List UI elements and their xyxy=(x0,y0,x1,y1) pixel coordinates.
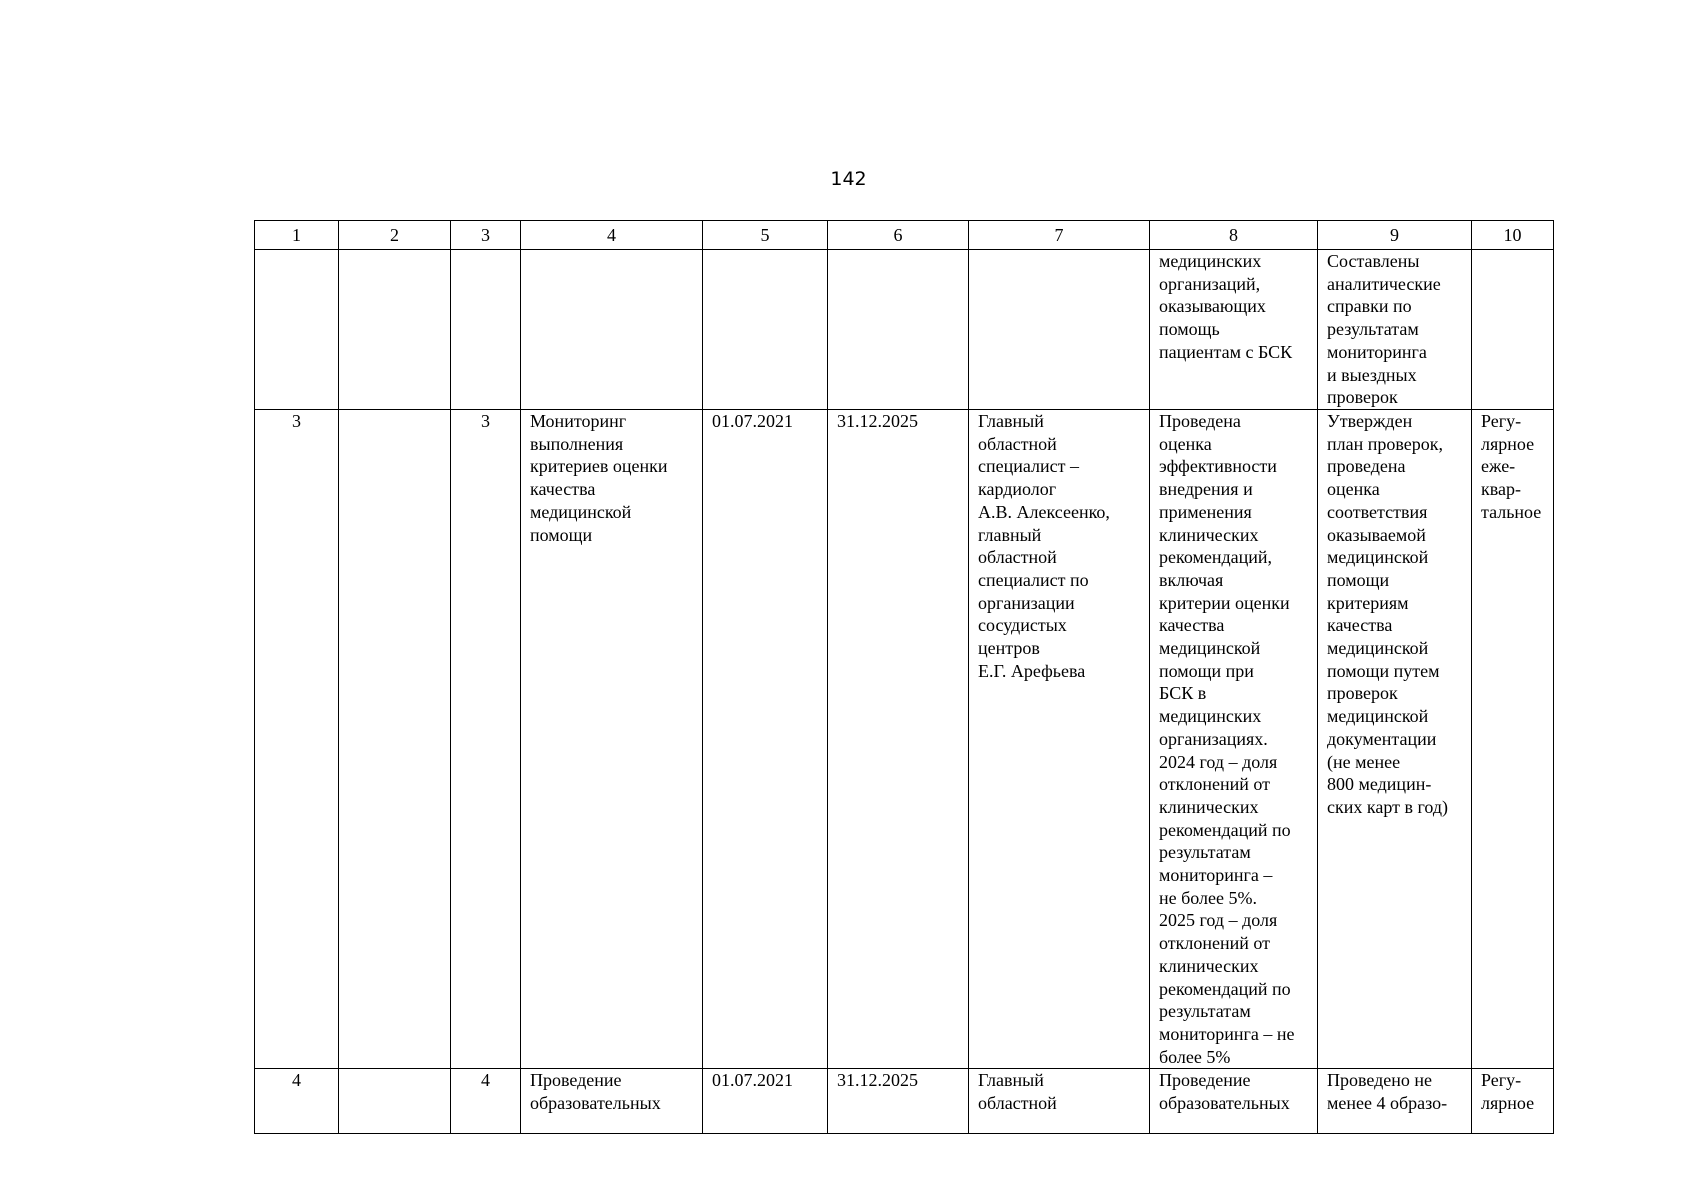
cell-activity xyxy=(521,250,703,410)
header-cell: 10 xyxy=(1472,221,1554,250)
page-number: 142 xyxy=(830,168,867,190)
cell-col2 xyxy=(339,410,451,1069)
cell-number: 4 xyxy=(255,1069,339,1134)
cell-col2 xyxy=(339,250,451,410)
cell-result: медицинских организаций, оказывающих помощь пациентам с БСК xyxy=(1150,250,1318,410)
header-cell: 6 xyxy=(828,221,969,250)
cell-responsible xyxy=(969,250,1150,410)
header-cell: 9 xyxy=(1318,221,1472,250)
cell-periodicity: Регу- лярное еже- квар- тальное xyxy=(1472,410,1554,1069)
cell-result: Проведена оценка эффективности внедрения и применения клинических рекомендаций, включая критерии оценки качества медицинской помощи при БСК в медицинских организациях. 2024 год – доля отклонений от клинических рекомендаций по результатам мониторинга – не более 5%. 2025 год – доля отклонений от клинических рекомендаций по результатам мониторинга – не более 5% xyxy=(1150,410,1318,1069)
header-cell: 7 xyxy=(969,221,1150,250)
cell-periodicity xyxy=(1472,250,1554,410)
cell-col2 xyxy=(339,1069,451,1134)
plan-table xyxy=(254,220,1554,1134)
table-row xyxy=(255,1069,1554,1134)
cell-start-date xyxy=(703,250,828,410)
cell-start-date: 01.07.2021 xyxy=(703,1069,828,1134)
cell-number: 3 xyxy=(255,410,339,1069)
cell-result-check: Составлены аналитические справки по результатам мониторинга и выездных проверок xyxy=(1318,250,1472,410)
header-cell: 4 xyxy=(521,221,703,250)
header-cell: 2 xyxy=(339,221,451,250)
cell-periodicity: Регу- лярное xyxy=(1472,1069,1554,1134)
cell-col3: 4 xyxy=(451,1069,521,1134)
header-cell: 1 xyxy=(255,221,339,250)
cell-col3 xyxy=(451,250,521,410)
cell-start-date: 01.07.2021 xyxy=(703,410,828,1069)
header-cell: 8 xyxy=(1150,221,1318,250)
header-cell: 3 xyxy=(451,221,521,250)
cell-result-check: Утвержден план проверок, проведена оценка соответствия оказываемой медицинской помощи критериям качества медицинской помощи путем проверок медицинской документации (не менее 800 медицин- ских карт в год) xyxy=(1318,410,1472,1069)
cell-number xyxy=(255,250,339,410)
cell-responsible: Главный областной xyxy=(969,1069,1150,1134)
header-cell: 5 xyxy=(703,221,828,250)
cell-responsible: Главный областной специалист – кардиолог А.В. Алексеенко, главный областной специалист по организации сосудистых центров Е.Г. Арефьева xyxy=(969,410,1150,1069)
cell-end-date: 31.12.2025 xyxy=(828,1069,969,1134)
cell-end-date xyxy=(828,250,969,410)
table-row xyxy=(255,250,1554,410)
cell-activity: Проведение образовательных xyxy=(521,1069,703,1134)
cell-result: Проведение образовательных xyxy=(1150,1069,1318,1134)
cell-result-check: Проведено не менее 4 образо- xyxy=(1318,1069,1472,1134)
cell-col3: 3 xyxy=(451,410,521,1069)
cell-end-date: 31.12.2025 xyxy=(828,410,969,1069)
table-header-row xyxy=(255,221,1554,250)
cell-activity: Мониторинг выполнения критериев оценки качества медицинской помощи xyxy=(521,410,703,1069)
table-row xyxy=(255,410,1554,1069)
